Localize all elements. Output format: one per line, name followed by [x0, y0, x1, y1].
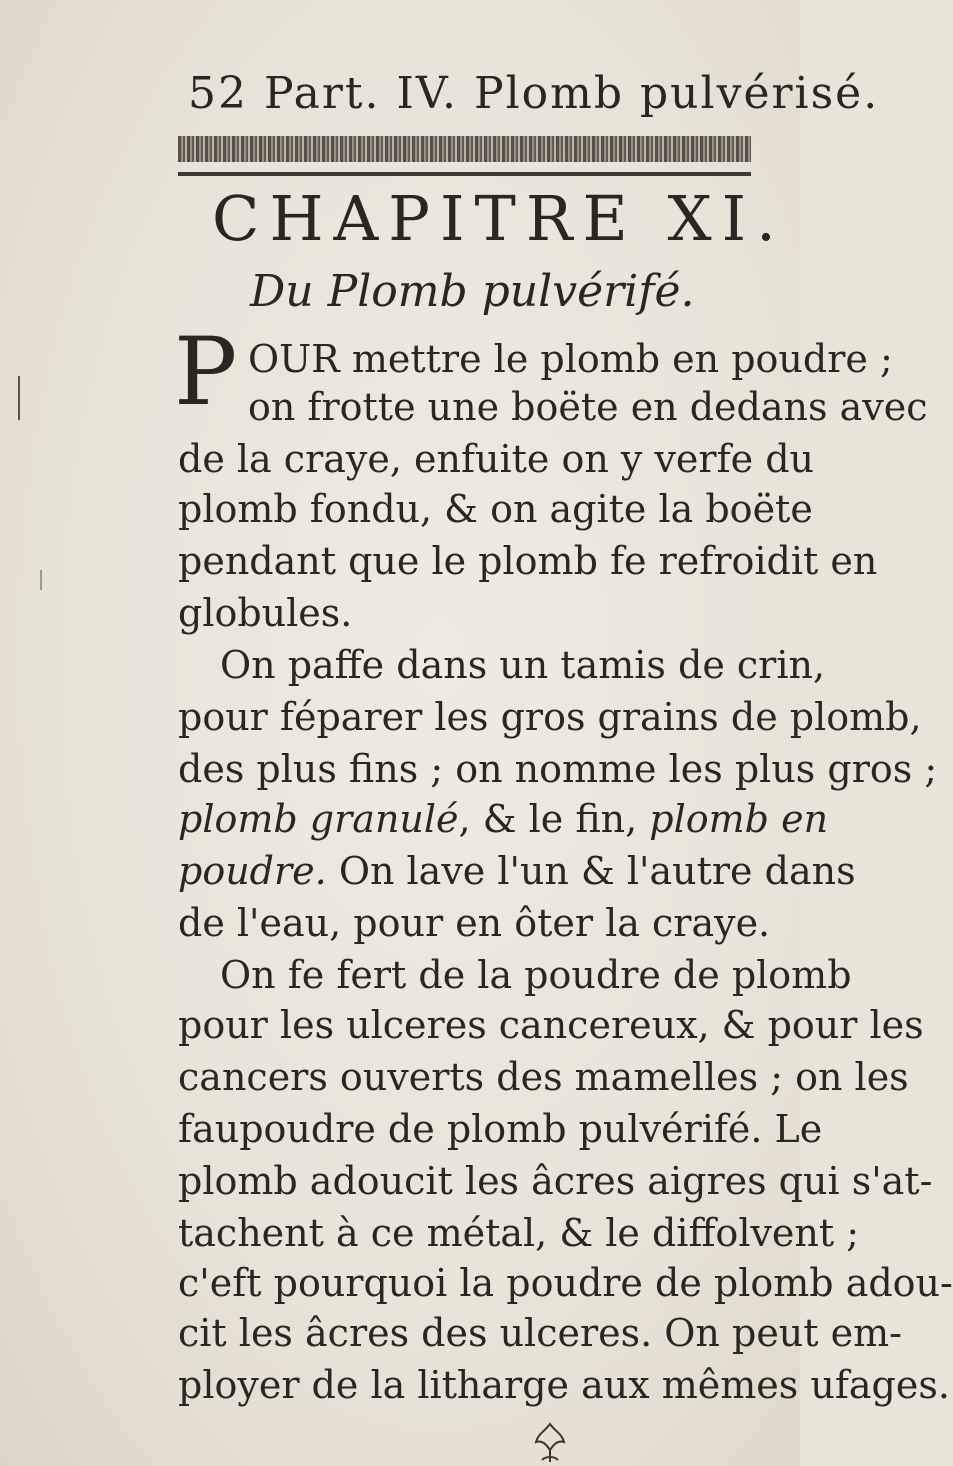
text-line — [178, 849, 856, 893]
drop-cap: P — [174, 318, 238, 427]
text-line: plomb fondu, & on agite la boëte — [178, 487, 813, 531]
italic-term: plomb granulé — [178, 797, 459, 841]
text-line: globules. — [178, 591, 353, 635]
text-line: tachent à ce métal, & le diffolvent ; — [178, 1211, 860, 1255]
text-line: de la craye, enfuite on y verfe du — [178, 437, 815, 481]
margin-mark — [40, 570, 42, 590]
italic-term: poudre. — [178, 849, 327, 893]
text-line: de l'eau, pour en ôter la craye. — [178, 901, 771, 945]
text-line: pour les ulceres cancereux, & pour les — [178, 1003, 924, 1047]
chapter-subtitle: Du Plomb pulvérifé. — [250, 266, 695, 317]
text-run: , & le fin, — [458, 797, 650, 841]
text-line: pendant que le plomb fe refroidit en — [178, 539, 878, 583]
text-line: On fe fert de la poudre de plomb — [220, 953, 852, 997]
header-ornament — [178, 136, 751, 162]
margin-mark — [18, 376, 20, 420]
chapter-title: CHAPITRE XI. — [212, 182, 786, 255]
text-line: OUR mettre le plomb en poudre ; — [248, 337, 893, 381]
text-line: ployer de la litharge aux mêmes ufages. — [178, 1363, 950, 1407]
text-run: On lave l'un & l'autre dans — [326, 849, 856, 893]
text-line: On paffe dans un tamis de crin, — [220, 643, 826, 687]
text-line: c'eft pourquoi la poudre de plomb adou- — [178, 1261, 953, 1305]
running-head: 52 Part. IV. Plomb pulvérisé. — [188, 68, 880, 119]
text-line: faupoudre de plomb pulvérifé. Le — [178, 1107, 823, 1151]
text-line: cancers ouverts des mamelles ; on les — [178, 1055, 909, 1099]
text-line: cit les âcres des ulceres. On peut em- — [178, 1311, 902, 1355]
italic-term: plomb en — [649, 797, 829, 841]
text-line: pour féparer les gros grains de plomb, — [178, 695, 922, 739]
flower-vignette-icon — [530, 1420, 570, 1464]
ornament-rule — [178, 172, 751, 176]
text-line: on frotte une boëte en dedans avec — [248, 385, 928, 429]
text-line — [178, 797, 829, 841]
text-line: plomb adoucit les âcres aigres qui s'at- — [178, 1159, 933, 1203]
text-line: des plus fins ; on nomme les plus gros ; — [178, 747, 938, 791]
